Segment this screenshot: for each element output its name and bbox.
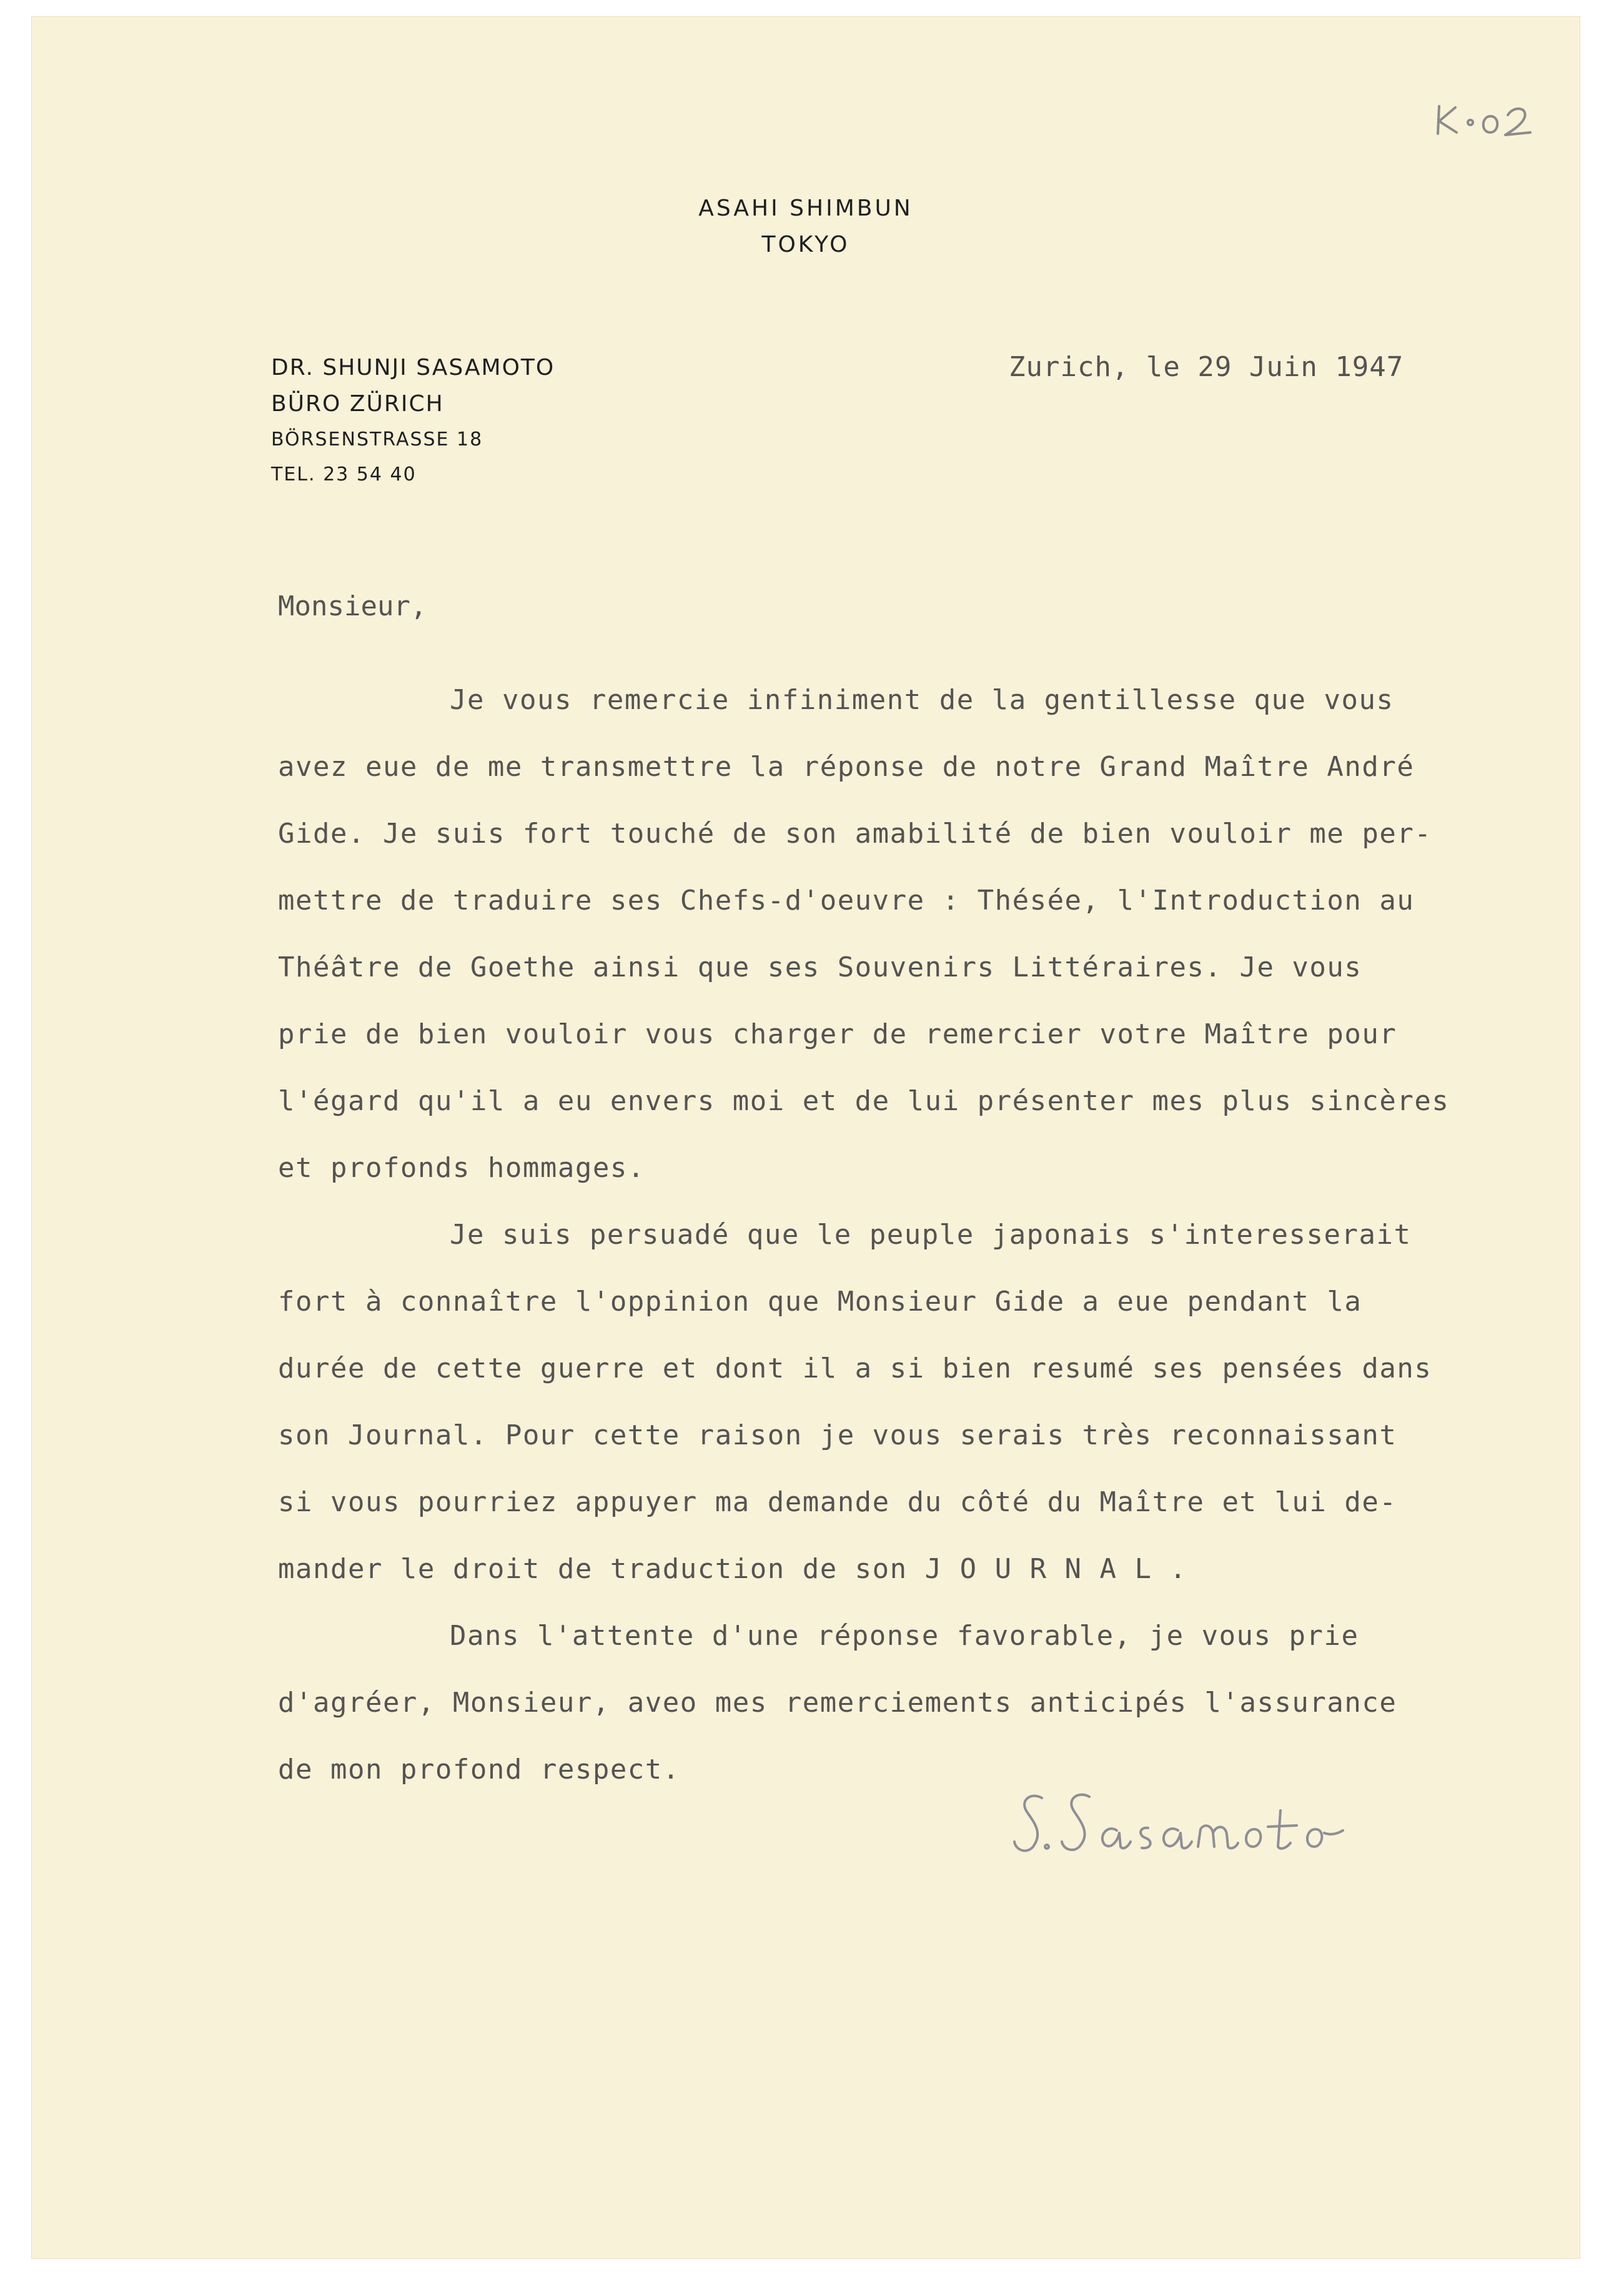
body-line: Je vous remercie infiniment de la gentillesse que vous <box>450 684 1394 716</box>
body-line: durée de cette guerre et dont il a si bien resumé ses pensées dans <box>278 1353 1432 1384</box>
sender-block <box>271 350 555 492</box>
body-line: et profonds hommages. <box>278 1152 645 1184</box>
archive-mark <box>1430 94 1549 153</box>
newspaper-name: ASAHI SHIMBUN <box>698 196 913 221</box>
body-line: Dans l'attente d'une réponse favorable, je vous prie <box>450 1620 1359 1652</box>
body-line: Théâtre de Goethe ainsi que ses Souvenirs Littéraires. Je vous <box>278 951 1362 983</box>
signature <box>1006 1773 1405 1876</box>
sender-phone: TEL. 23 54 40 <box>271 464 417 485</box>
body-line: fort à connaître l'oppinion que Monsieur Gide a eue pendant la <box>278 1286 1362 1318</box>
sender-office: BÜRO ZÜRICH <box>271 391 444 417</box>
body-line: si vous pourriez appuyer ma demande du côté du Maître et lui de- <box>278 1486 1397 1518</box>
newspaper-city: TOKYO <box>761 232 850 257</box>
archive-mark-handwriting <box>1430 94 1549 150</box>
body-line: l'égard qu'il a eu envers moi et de lui présenter mes plus sincères <box>278 1085 1450 1117</box>
sender-street: BÖRSENSTRASSE 18 <box>271 429 483 450</box>
body-line: mettre de traduire ses Chefs-d'oeuvre : Thésée, l'Introduction au <box>278 885 1415 916</box>
letter-date: Zurich, le 29 Juin 1947 <box>1009 351 1404 383</box>
signature-handwriting <box>1006 1773 1405 1873</box>
body-line: de mon profond respect. <box>278 1754 680 1785</box>
salutation: Monsieur, <box>278 590 427 622</box>
body-line: Gide. Je suis fort touché de son amabilité de bien vouloir me per- <box>278 818 1432 850</box>
sender-name: DR. SHUNJI SASAMOTO <box>271 355 555 380</box>
body-line: son Journal. Pour cette raison je vous serais très reconnaissant <box>278 1419 1397 1451</box>
body-line: Je suis persuadé que le peuple japonais s'interesserait <box>450 1219 1412 1251</box>
body-line: d'agréer, Monsieur, aveo mes remerciements anticipés l'assurance <box>278 1687 1397 1719</box>
body-line: avez eue de me transmettre la réponse de notre Grand Maître André <box>278 751 1415 783</box>
body-line: mander le droit de traduction de son J O U R N A L . <box>278 1553 1187 1585</box>
body-line: prie de bien vouloir vous charger de remercier votre Maître pour <box>278 1018 1397 1050</box>
letterhead <box>0 191 1612 263</box>
